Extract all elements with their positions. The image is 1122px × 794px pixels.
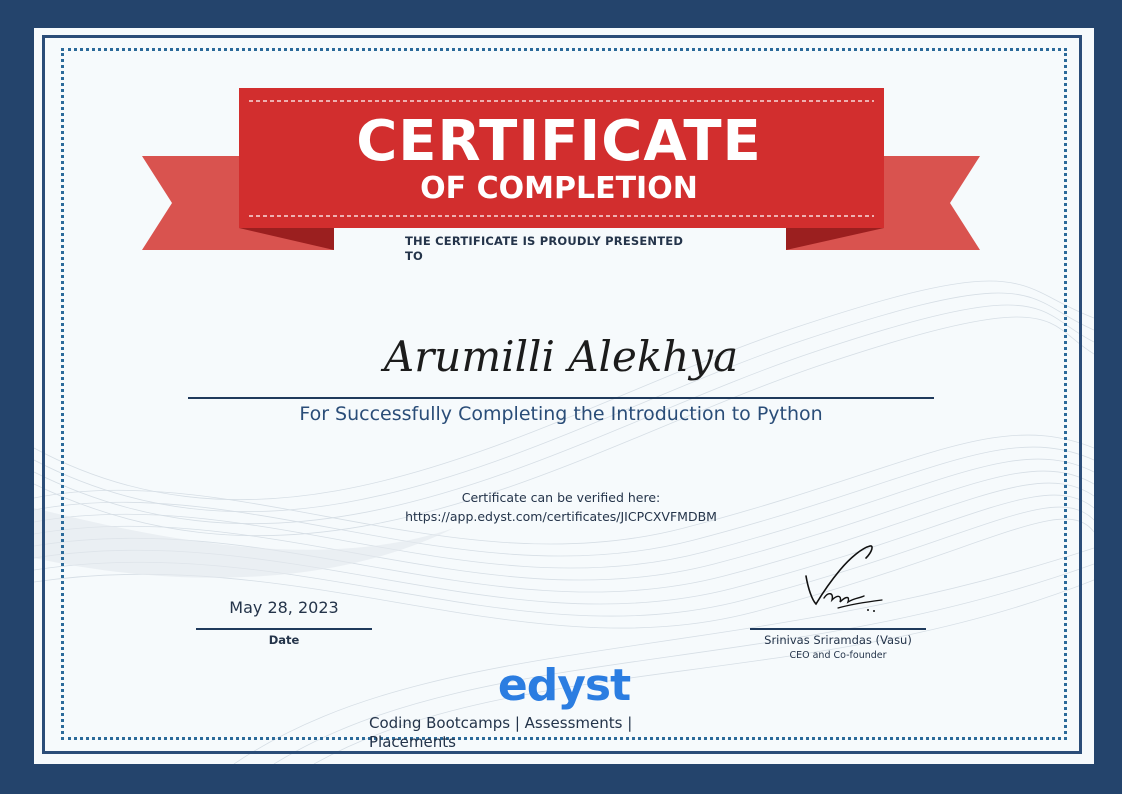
brand-tagline: Coding Bootcamps | Assessments | Placements bbox=[369, 714, 633, 751]
signature-image bbox=[794, 538, 904, 618]
verify-label: Certificate can be verified here: bbox=[461, 490, 661, 505]
edyst-logo: edyst bbox=[497, 660, 631, 711]
presented-to-text: THE CERTIFICATE IS PROUDLY PRESENTED TO bbox=[405, 234, 684, 263]
date-line bbox=[196, 628, 372, 630]
date-value: May 28, 2023 bbox=[229, 598, 339, 617]
certificate-paper bbox=[34, 28, 1094, 764]
signer-title: CEO and Co-founder bbox=[789, 650, 887, 661]
verify-link[interactable]: https://app.edyst.com/certificates/JICPCXVFMDBM bbox=[405, 509, 717, 524]
certificate-title: CERTIFICATE bbox=[356, 109, 762, 174]
signer-name: Srinivas Sriramdas (Vasu) bbox=[764, 633, 912, 647]
signature-line bbox=[750, 628, 926, 630]
recipient-name: Arumilli Alekhya bbox=[383, 332, 739, 381]
course-description: For Successfully Completing the Introduction to Python bbox=[299, 403, 823, 425]
recipient-underline bbox=[188, 397, 934, 399]
date-label: Date bbox=[268, 633, 300, 647]
certificate-subtitle: OF COMPLETION bbox=[420, 171, 698, 206]
